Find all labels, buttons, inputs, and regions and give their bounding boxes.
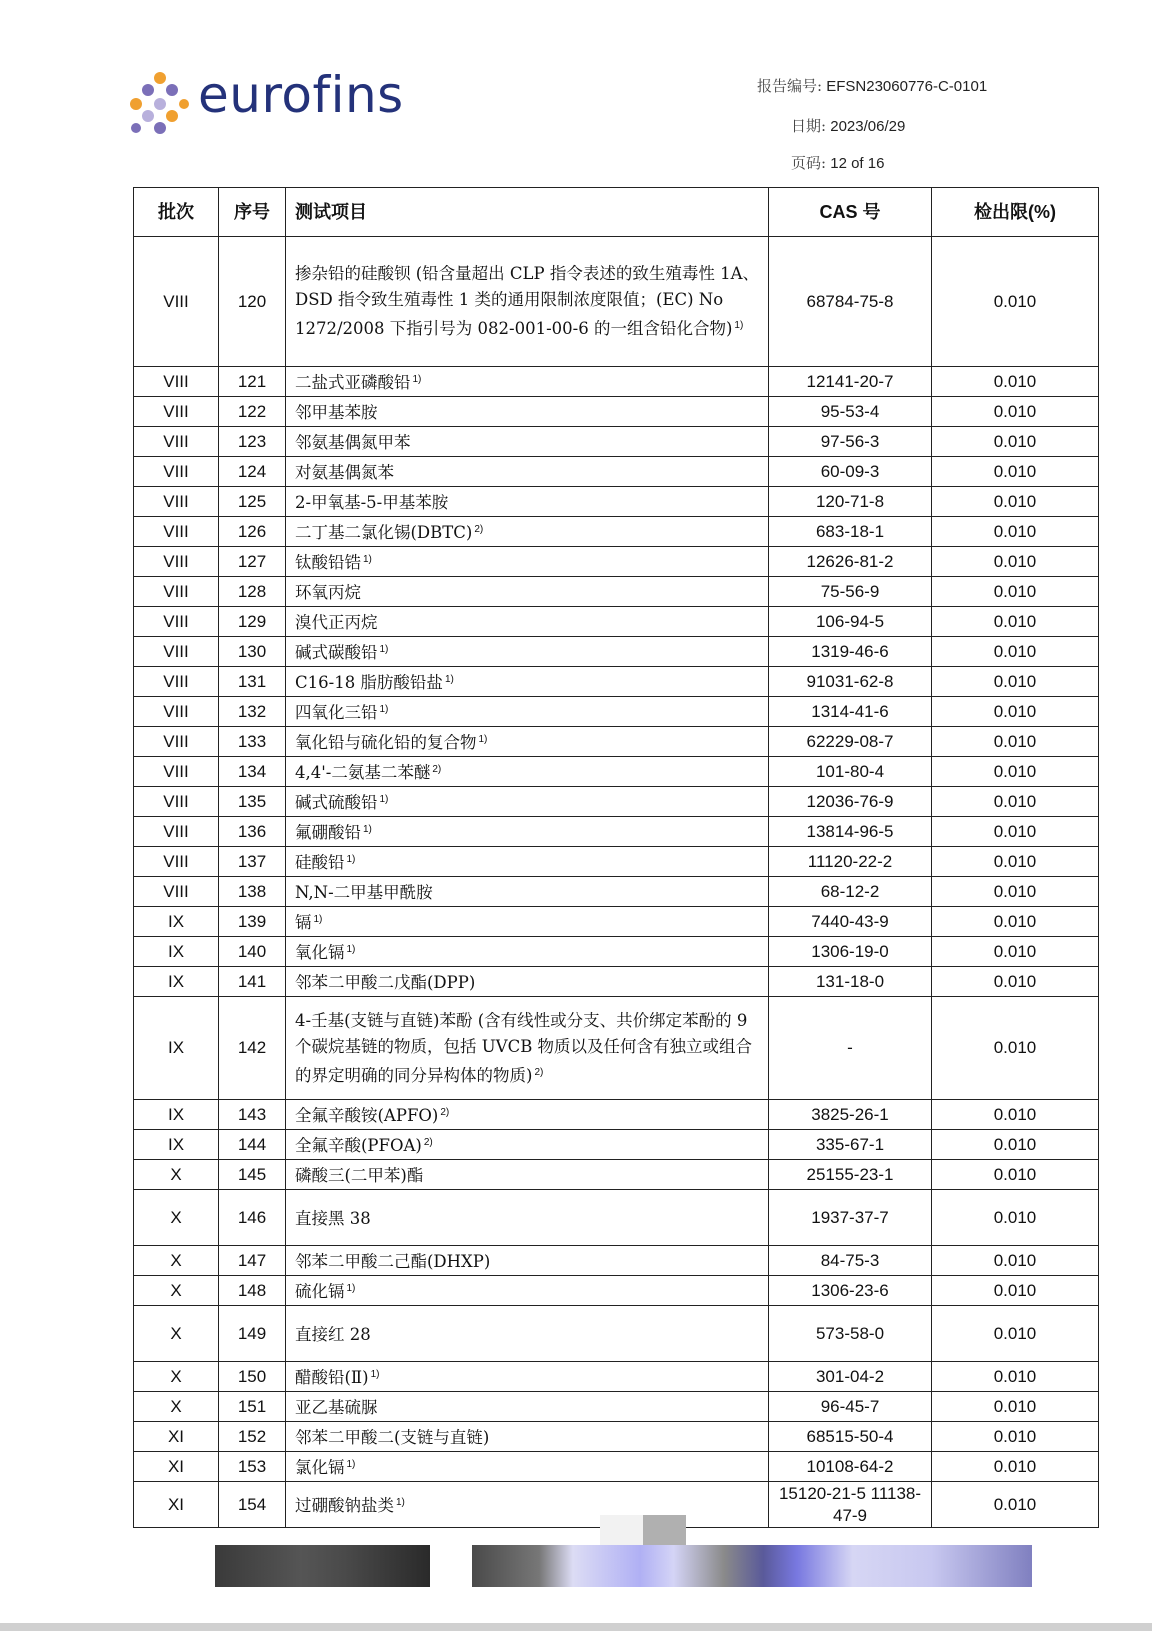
batch-cell: VIII xyxy=(134,817,219,847)
number-cell: 142 xyxy=(219,997,286,1100)
test-item-cell xyxy=(286,1190,769,1246)
col-cas: CAS 号 xyxy=(769,188,932,237)
test-item-name: 掺杂铅的硅酸钡 (铅含量超出 CLP 指令表述的致生殖毒性 1A、DSD 指令致生殖毒性 1 类的通用限制浓度限值；(EC) No 1272/2008 下指引号为 082-001-00-6 的一组含铅化合物) xyxy=(295,264,760,338)
batch-cell: IX xyxy=(134,937,219,967)
limit-cell: 0.010 xyxy=(932,457,1099,487)
number-cell: 149 xyxy=(219,1306,286,1362)
test-item-name: 碱式硫酸铅 xyxy=(295,793,378,812)
test-item-cell xyxy=(286,1130,769,1160)
test-item-cell xyxy=(286,237,769,367)
footnote-marker: 1) xyxy=(734,320,744,331)
limit-cell: 0.010 xyxy=(932,1100,1099,1130)
test-item-cell xyxy=(286,1452,769,1482)
batch-cell: VIII xyxy=(134,697,219,727)
table-row xyxy=(134,757,1099,787)
test-item-cell xyxy=(286,1362,769,1392)
footnote-marker: 1) xyxy=(444,674,454,685)
limit-cell: 0.010 xyxy=(932,577,1099,607)
table-row xyxy=(134,1100,1099,1130)
batch-cell: X xyxy=(134,1392,219,1422)
test-item-name: 硅酸铅 xyxy=(295,853,345,872)
test-item-name: 过硼酸钠盐类 xyxy=(295,1496,394,1515)
table-row xyxy=(134,547,1099,577)
limit-cell: 0.010 xyxy=(932,1130,1099,1160)
table-row xyxy=(134,1246,1099,1276)
limit-cell: 0.010 xyxy=(932,727,1099,757)
table-row xyxy=(134,727,1099,757)
table-row xyxy=(134,1306,1099,1362)
batch-cell: X xyxy=(134,1276,219,1306)
test-item-name: 氯化镉 xyxy=(295,1458,345,1477)
footnote-marker: 1) xyxy=(363,824,372,835)
limit-cell: 0.010 xyxy=(932,367,1099,397)
footnote-marker: 1) xyxy=(363,554,372,565)
test-item-cell xyxy=(286,757,769,787)
test-item-name: 4-壬基(支链与直链)苯酚 (含有线性或分支、共价绑定苯酚的 9 个碳烷基链的物质，包括 UVCB 物质以及任何含有独立或组合的界定明确的同分异构体的物质) xyxy=(295,1010,753,1085)
limit-cell: 0.010 xyxy=(932,607,1099,637)
limit-cell: 0.010 xyxy=(932,877,1099,907)
test-item-cell xyxy=(286,457,769,487)
number-cell: 133 xyxy=(219,727,286,757)
test-item-name: 直接黑 38 xyxy=(295,1209,371,1228)
limit-cell: 0.010 xyxy=(932,1246,1099,1276)
number-cell: 147 xyxy=(219,1246,286,1276)
cas-cell: 106-94-5 xyxy=(769,607,932,637)
test-item-name: 镉 xyxy=(295,913,312,932)
batch-cell: IX xyxy=(134,1130,219,1160)
col-batch: 批次 xyxy=(134,188,219,237)
cas-cell: 12141-20-7 xyxy=(769,367,932,397)
test-item-name: C16-18 脂肪酸铅盐 xyxy=(295,673,443,692)
footnote-marker: 1) xyxy=(379,704,389,715)
cas-cell: - xyxy=(769,997,932,1100)
batch-cell: VIII xyxy=(134,787,219,817)
test-item-cell xyxy=(286,577,769,607)
limit-cell: 0.010 xyxy=(932,847,1099,877)
test-item-cell xyxy=(286,1422,769,1452)
cas-cell: 91031-62-8 xyxy=(769,667,932,697)
test-item-name: 邻苯二甲酸二己酯(DHXP) xyxy=(295,1252,491,1271)
batch-cell: VIII xyxy=(134,457,219,487)
cas-cell: 573-58-0 xyxy=(769,1306,932,1362)
limit-cell: 0.010 xyxy=(932,1482,1099,1528)
test-item-name: 二丁基二氯化锡(DBTC) xyxy=(295,523,473,542)
limit-cell: 0.010 xyxy=(932,397,1099,427)
test-item-name: 全氟辛酸铵(APFO) xyxy=(295,1106,439,1125)
table-row xyxy=(134,847,1099,877)
cas-cell: 120-71-8 xyxy=(769,487,932,517)
test-item-cell xyxy=(286,787,769,817)
test-item-cell xyxy=(286,1392,769,1422)
batch-cell: XI xyxy=(134,1452,219,1482)
number-cell: 140 xyxy=(219,937,286,967)
col-limit: 检出限(%) xyxy=(932,188,1099,237)
cas-cell: 1306-19-0 xyxy=(769,937,932,967)
batch-cell: X xyxy=(134,1362,219,1392)
limit-cell: 0.010 xyxy=(932,487,1099,517)
test-item-name: N,N-二甲基甲酰胺 xyxy=(295,883,433,902)
table-row xyxy=(134,787,1099,817)
test-item-cell xyxy=(286,697,769,727)
cas-cell: 1937-37-7 xyxy=(769,1190,932,1246)
number-cell: 120 xyxy=(219,237,286,367)
test-item-cell xyxy=(286,1246,769,1276)
number-cell: 141 xyxy=(219,967,286,997)
footnote-marker: 1) xyxy=(313,914,323,925)
footnote-marker: 1) xyxy=(379,644,389,655)
test-item-name: 全氟辛酸(PFOA) xyxy=(295,1136,422,1155)
test-item-name: 溴代正丙烷 xyxy=(295,613,378,632)
cas-cell: 7440-43-9 xyxy=(769,907,932,937)
batch-cell: IX xyxy=(134,1100,219,1130)
batch-cell: VIII xyxy=(134,367,219,397)
number-cell: 129 xyxy=(219,607,286,637)
test-item-cell xyxy=(286,1100,769,1130)
number-cell: 135 xyxy=(219,787,286,817)
table-row xyxy=(134,1422,1099,1452)
batch-cell: VIII xyxy=(134,237,219,367)
number-cell: 143 xyxy=(219,1100,286,1130)
number-cell: 153 xyxy=(219,1452,286,1482)
number-cell: 123 xyxy=(219,427,286,457)
test-item-name: 直接红 28 xyxy=(295,1325,371,1344)
test-item-cell xyxy=(286,367,769,397)
batch-cell: XI xyxy=(134,1422,219,1452)
col-test-item: 测试项目 xyxy=(286,188,769,237)
table-row xyxy=(134,1160,1099,1190)
test-item-cell xyxy=(286,547,769,577)
limit-cell: 0.010 xyxy=(932,1160,1099,1190)
batch-cell: VIII xyxy=(134,487,219,517)
footnote-marker: 1) xyxy=(346,854,356,865)
table-row xyxy=(134,517,1099,547)
table-row xyxy=(134,1452,1099,1482)
limit-cell: 0.010 xyxy=(932,907,1099,937)
cas-cell: 131-18-0 xyxy=(769,967,932,997)
footnote-marker: 2) xyxy=(432,764,442,775)
report-date: 2023/06/29 xyxy=(830,118,906,135)
test-item-cell xyxy=(286,607,769,637)
cas-cell: 1314-41-6 xyxy=(769,697,932,727)
test-item-name: 氧化铅与硫化铅的复合物 xyxy=(295,733,477,752)
test-item-name: 磷酸三(二甲苯)酯 xyxy=(295,1166,424,1185)
table-row xyxy=(134,637,1099,667)
test-item-cell xyxy=(286,937,769,967)
test-results-table xyxy=(133,187,1099,1528)
number-cell: 132 xyxy=(219,697,286,727)
test-item-cell xyxy=(286,1306,769,1362)
cas-cell: 10108-64-2 xyxy=(769,1452,932,1482)
footnote-marker: 1) xyxy=(346,1459,356,1470)
test-item-cell xyxy=(286,907,769,937)
cas-cell: 12626-81-2 xyxy=(769,547,932,577)
batch-cell: VIII xyxy=(134,607,219,637)
table-row xyxy=(134,577,1099,607)
table-body xyxy=(134,237,1099,1528)
table-row xyxy=(134,1190,1099,1246)
limit-cell: 0.010 xyxy=(932,817,1099,847)
batch-cell: X xyxy=(134,1306,219,1362)
report-number: EFSN23060776-C-0101 xyxy=(826,78,988,95)
date-label: 日期: xyxy=(791,117,827,135)
test-item-cell xyxy=(286,967,769,997)
limit-cell: 0.010 xyxy=(932,427,1099,457)
test-item-name: 2-甲氧基-5-甲基苯胺 xyxy=(295,493,449,512)
number-cell: 125 xyxy=(219,487,286,517)
number-cell: 136 xyxy=(219,817,286,847)
limit-cell: 0.010 xyxy=(932,667,1099,697)
test-item-cell xyxy=(286,1160,769,1190)
batch-cell: X xyxy=(134,1190,219,1246)
number-cell: 127 xyxy=(219,547,286,577)
footnote-marker: 1) xyxy=(396,1497,405,1508)
table-row xyxy=(134,457,1099,487)
number-cell: 145 xyxy=(219,1160,286,1190)
cas-cell: 683-18-1 xyxy=(769,517,932,547)
number-cell: 150 xyxy=(219,1362,286,1392)
test-item-name: 醋酸铅(Ⅱ) xyxy=(295,1368,369,1387)
footnote-marker: 1) xyxy=(379,794,389,805)
eurofins-dots-icon xyxy=(126,70,192,136)
test-item-name: 对氨基偶氮苯 xyxy=(295,463,394,482)
test-item-name: 亚乙基硫脲 xyxy=(295,1398,378,1417)
test-item-cell xyxy=(286,1482,769,1528)
col-number: 序号 xyxy=(219,188,286,237)
cas-cell: 68515-50-4 xyxy=(769,1422,932,1452)
report-date-line xyxy=(791,115,905,136)
cas-cell: 62229-08-7 xyxy=(769,727,932,757)
footnote-marker: 2) xyxy=(534,1066,544,1078)
number-cell: 121 xyxy=(219,367,286,397)
number-cell: 152 xyxy=(219,1422,286,1452)
table-row xyxy=(134,817,1099,847)
cas-cell: 301-04-2 xyxy=(769,1362,932,1392)
test-item-name: 环氧丙烷 xyxy=(295,583,361,602)
limit-cell: 0.010 xyxy=(932,517,1099,547)
table-row xyxy=(134,1392,1099,1422)
cas-cell: 75-56-9 xyxy=(769,577,932,607)
limit-cell: 0.010 xyxy=(932,787,1099,817)
batch-cell: VIII xyxy=(134,847,219,877)
table-row xyxy=(134,397,1099,427)
cas-cell: 1319-46-6 xyxy=(769,637,932,667)
limit-cell: 0.010 xyxy=(932,697,1099,727)
number-cell: 146 xyxy=(219,1190,286,1246)
limit-cell: 0.010 xyxy=(932,637,1099,667)
table-header-row xyxy=(134,188,1099,237)
footnote-marker: 2) xyxy=(423,1137,433,1148)
limit-cell: 0.010 xyxy=(932,1362,1099,1392)
batch-cell: VIII xyxy=(134,397,219,427)
number-cell: 128 xyxy=(219,577,286,607)
test-item-name: 氟硼酸铅 xyxy=(295,823,361,842)
limit-cell: 0.010 xyxy=(932,1306,1099,1362)
test-item-cell xyxy=(286,397,769,427)
number-cell: 130 xyxy=(219,637,286,667)
number-cell: 144 xyxy=(219,1130,286,1160)
cas-cell: 1306-23-6 xyxy=(769,1276,932,1306)
batch-cell: VIII xyxy=(134,427,219,457)
number-cell: 137 xyxy=(219,847,286,877)
test-item-cell xyxy=(286,817,769,847)
batch-cell: VIII xyxy=(134,667,219,697)
footnote-marker: 1) xyxy=(370,1369,380,1380)
test-item-name: 邻甲基苯胺 xyxy=(295,403,378,422)
test-item-cell xyxy=(286,847,769,877)
limit-cell: 0.010 xyxy=(932,1452,1099,1482)
cas-cell: 96-45-7 xyxy=(769,1392,932,1422)
number-cell: 151 xyxy=(219,1392,286,1422)
cas-cell: 335-67-1 xyxy=(769,1130,932,1160)
test-item-cell xyxy=(286,487,769,517)
number-cell: 134 xyxy=(219,757,286,787)
batch-cell: VIII xyxy=(134,877,219,907)
test-item-name: 邻氨基偶氮甲苯 xyxy=(295,433,411,452)
limit-cell: 0.010 xyxy=(932,237,1099,367)
test-item-cell xyxy=(286,667,769,697)
footnote-marker: 2) xyxy=(474,524,484,535)
limit-cell: 0.010 xyxy=(932,967,1099,997)
test-item-name: 氧化镉 xyxy=(295,943,345,962)
test-item-cell xyxy=(286,1276,769,1306)
test-item-cell xyxy=(286,517,769,547)
batch-cell: VIII xyxy=(134,637,219,667)
number-cell: 122 xyxy=(219,397,286,427)
table-row xyxy=(134,697,1099,727)
test-item-name: 硫化镉 xyxy=(295,1282,345,1301)
page-number-line xyxy=(791,152,884,173)
test-item-name: 4,4'-二氨基二苯醚 xyxy=(295,763,431,782)
test-item-name: 钛酸铅锆 xyxy=(295,553,361,572)
table-row xyxy=(134,1362,1099,1392)
batch-cell: VIII xyxy=(134,757,219,787)
cas-cell: 15120-21-5 11138-47-9 xyxy=(769,1482,932,1528)
brand-name: eurofins xyxy=(198,66,404,124)
test-item-cell xyxy=(286,637,769,667)
cas-cell: 60-09-3 xyxy=(769,457,932,487)
table-row xyxy=(134,997,1099,1100)
page-label: 页码: xyxy=(791,154,827,172)
test-item-cell xyxy=(286,727,769,757)
cas-cell: 101-80-4 xyxy=(769,757,932,787)
cas-cell: 12036-76-9 xyxy=(769,787,932,817)
number-cell: 138 xyxy=(219,877,286,907)
batch-cell: X xyxy=(134,1160,219,1190)
batch-cell: VIII xyxy=(134,727,219,757)
limit-cell: 0.010 xyxy=(932,1392,1099,1422)
number-cell: 139 xyxy=(219,907,286,937)
limit-cell: 0.010 xyxy=(932,937,1099,967)
table-row xyxy=(134,937,1099,967)
test-item-cell xyxy=(286,877,769,907)
batch-cell: XI xyxy=(134,1482,219,1528)
limit-cell: 0.010 xyxy=(932,547,1099,577)
table-row xyxy=(134,877,1099,907)
cas-cell: 97-56-3 xyxy=(769,427,932,457)
table-row xyxy=(134,907,1099,937)
report-number-line xyxy=(757,75,987,96)
footnote-marker: 1) xyxy=(412,374,422,385)
batch-cell: VIII xyxy=(134,517,219,547)
table-row xyxy=(134,237,1099,367)
batch-cell: X xyxy=(134,1246,219,1276)
batch-cell: IX xyxy=(134,907,219,937)
limit-cell: 0.010 xyxy=(932,1276,1099,1306)
limit-cell: 0.010 xyxy=(932,757,1099,787)
footnote-marker: 2) xyxy=(440,1107,450,1118)
table-row xyxy=(134,487,1099,517)
table-row xyxy=(134,367,1099,397)
test-item-cell xyxy=(286,997,769,1100)
table-row xyxy=(134,667,1099,697)
limit-cell: 0.010 xyxy=(932,997,1099,1100)
cas-cell: 13814-96-5 xyxy=(769,817,932,847)
batch-cell: VIII xyxy=(134,547,219,577)
cas-cell: 68784-75-8 xyxy=(769,237,932,367)
cas-cell: 84-75-3 xyxy=(769,1246,932,1276)
batch-cell: VIII xyxy=(134,577,219,607)
number-cell: 124 xyxy=(219,457,286,487)
cas-cell: 95-53-4 xyxy=(769,397,932,427)
number-cell: 154 xyxy=(219,1482,286,1528)
test-item-name: 邻苯二甲酸二戊酯(DPP) xyxy=(295,973,476,992)
footnote-marker: 1) xyxy=(346,1283,356,1294)
page-bottom-bar xyxy=(0,1623,1152,1631)
limit-cell: 0.010 xyxy=(932,1190,1099,1246)
page-number: 12 of 16 xyxy=(830,155,885,172)
number-cell: 131 xyxy=(219,667,286,697)
test-item-name: 碱式碳酸铅 xyxy=(295,643,378,662)
test-item-cell xyxy=(286,427,769,457)
number-cell: 126 xyxy=(219,517,286,547)
cas-cell: 3825-26-1 xyxy=(769,1100,932,1130)
table-row xyxy=(134,967,1099,997)
test-item-name: 二盐式亚磷酸铅 xyxy=(295,373,411,392)
table-row xyxy=(134,1276,1099,1306)
report-number-label: 报告编号: xyxy=(757,77,823,95)
test-item-name: 四氧化三铅 xyxy=(295,703,378,722)
test-item-name: 邻苯二甲酸二(支链与直链) xyxy=(295,1428,490,1447)
cas-cell: 68-12-2 xyxy=(769,877,932,907)
eurofins-logo xyxy=(126,66,426,134)
cas-cell: 25155-23-1 xyxy=(769,1160,932,1190)
footnote-marker: 1) xyxy=(346,944,356,955)
cas-cell: 11120-22-2 xyxy=(769,847,932,877)
footnote-marker: 1) xyxy=(478,734,488,745)
batch-cell: IX xyxy=(134,967,219,997)
batch-cell: IX xyxy=(134,997,219,1100)
limit-cell: 0.010 xyxy=(932,1422,1099,1452)
table-row xyxy=(134,1130,1099,1160)
table-row xyxy=(134,427,1099,457)
table-row xyxy=(134,607,1099,637)
number-cell: 148 xyxy=(219,1276,286,1306)
